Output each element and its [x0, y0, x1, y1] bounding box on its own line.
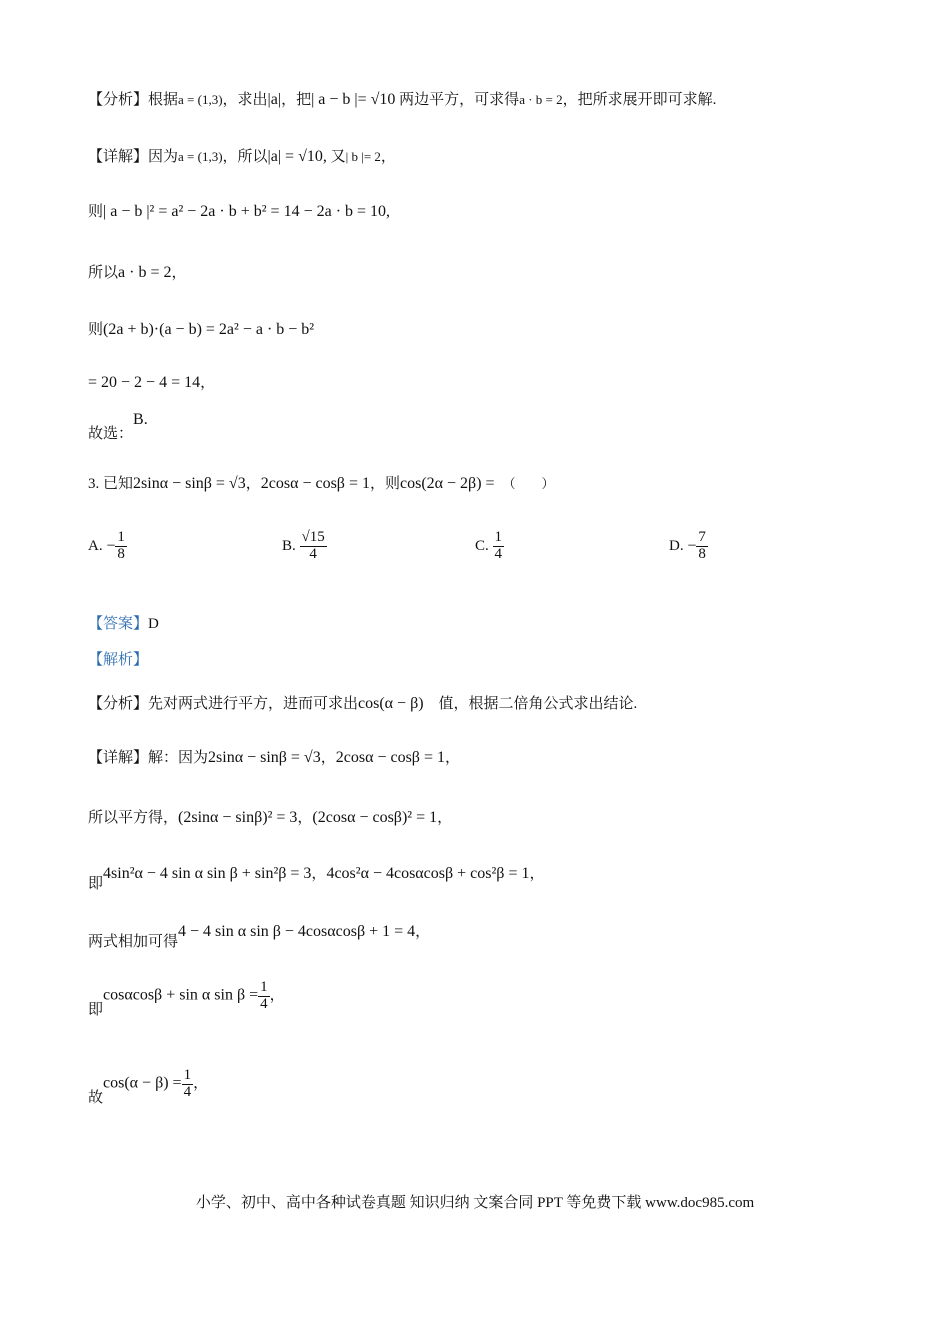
text-segment: ， — [269, 987, 285, 1004]
math-abs-b: | b |= 2 — [345, 149, 381, 164]
math-squared-1: (2sinα − sinβ)² = 3 — [178, 809, 298, 826]
fraction-denominator: 4 — [183, 1083, 192, 1100]
text-segment: 值，根据二倍角公式求出结论. — [423, 696, 638, 712]
analysis-label: 【分析】根据 — [88, 92, 179, 108]
math-dot-product: a · b = 2 — [519, 92, 563, 107]
solution-given-line — [88, 746, 460, 767]
text-segment: ， — [245, 476, 261, 492]
fraction-numerator: 1 — [260, 979, 268, 995]
product-result-line — [88, 371, 215, 392]
text-segment: ， — [200, 375, 216, 391]
choice-b — [282, 530, 327, 563]
text-segment: 所以 — [88, 265, 119, 281]
choice-fraction — [493, 530, 505, 563]
fraction-numerator: √15 — [301, 529, 325, 545]
math-expanded-1: 4sin²α − 4 sin α sin β + sin²β = 3 — [103, 865, 312, 882]
page-footer: 小学、初中、高中各种试卷真题 知识归纳 文案合同 PPT 等免费下载 www.doc985.com — [195, 1195, 755, 1211]
answer-blank: （ ） — [502, 476, 555, 491]
text-segment: 所以平方得， — [88, 810, 179, 826]
analysis-line — [88, 88, 716, 109]
choice-fraction — [115, 530, 127, 563]
detail-label: 【详解】因为 — [88, 149, 179, 165]
text-segment: 即 — [88, 1001, 104, 1018]
question-number: 3. 已知 — [88, 476, 134, 492]
text-segment: 则 — [88, 322, 104, 338]
text-segment: ， — [415, 924, 431, 940]
fraction-denominator: 8 — [698, 545, 706, 562]
choice-label: B. — [282, 537, 296, 554]
math-fraction — [182, 1068, 194, 1101]
solution-sum-line — [88, 920, 431, 950]
fraction-denominator: 8 — [117, 545, 125, 562]
fraction-denominator: 4 — [309, 545, 317, 562]
text-segment: 又 — [326, 149, 346, 165]
explanation-header — [88, 648, 148, 669]
question-3 — [88, 472, 555, 493]
math-abs-a-minus-b: | a − b |= √10 — [311, 91, 396, 108]
choice-sign: − — [687, 537, 697, 555]
text-segment: ， — [437, 810, 453, 826]
text-segment: ， — [444, 750, 460, 766]
explanation-tag: 【解析】 — [88, 652, 149, 668]
solution-square-line — [88, 806, 452, 827]
choose-line — [88, 408, 148, 442]
text-segment: 则 — [88, 204, 104, 220]
answer-value: D — [148, 616, 159, 632]
choose-answer: B. — [133, 411, 148, 428]
text-segment: ， — [529, 866, 545, 882]
math-fraction — [258, 980, 270, 1013]
math-cos-identity: cosαcosβ + sin α sin β = — [103, 986, 259, 1004]
math-condition-2: 2cosα − cosβ = 1 — [260, 475, 370, 492]
choose-label: 故选： — [88, 426, 134, 442]
choice-fraction — [696, 530, 708, 563]
solution-analysis-line — [88, 692, 637, 713]
math-product-expansion: (2a + b)·(a − b) = 2a² − a · b − b² — [103, 321, 315, 338]
solution-expanded-line — [88, 862, 545, 892]
text-segment: 【详解】解：因为 — [88, 750, 209, 766]
answer-line — [88, 612, 159, 633]
text-segment: ，把所求展开即可求解. — [562, 92, 717, 108]
choice-c — [475, 530, 504, 563]
text-segment: 两边平方，可求得 — [395, 92, 520, 108]
product-line — [88, 318, 314, 339]
text-segment: 故 — [88, 1089, 104, 1106]
math-cos-diff-result: cos(α − β) = — [103, 1074, 182, 1092]
choice-label: C. — [475, 537, 489, 554]
text-segment: ，求出 — [222, 92, 268, 108]
choice-d — [669, 530, 708, 563]
text-segment: ，则 — [369, 476, 400, 492]
fraction-numerator: 7 — [698, 529, 706, 545]
text-segment: ， — [311, 866, 327, 882]
detail-line — [88, 145, 396, 166]
math-expansion: | a − b |² = a² − 2a · b + b² = 14 − 2a · b = 10, — [103, 203, 391, 220]
math-product-result: = 20 − 2 − 4 = 14 — [88, 374, 201, 391]
fraction-denominator: 4 — [494, 545, 503, 562]
expand-line — [88, 200, 390, 221]
choice-label: A. — [88, 537, 103, 554]
math-squared-2: (2cosα − cosβ)² = 1 — [312, 809, 438, 826]
answer-tag: 【答案】 — [88, 616, 149, 632]
math-condition-1: 2sinα − sinβ = √3 — [133, 475, 246, 492]
choice-sign: − — [106, 537, 116, 555]
text-segment: ， — [380, 149, 396, 165]
math-expanded-2: 4cos²α − 4cosαcosβ + cos²β = 1 — [326, 865, 530, 882]
text-segment: ， — [193, 1075, 209, 1092]
math-vector-a: a = (1,3) — [178, 149, 223, 164]
fraction-denominator: 4 — [260, 995, 268, 1012]
choice-a — [88, 530, 127, 563]
math-dot-result: a · b = 2 — [118, 264, 172, 281]
fraction-numerator: 1 — [494, 529, 503, 545]
text-segment: 【分析】先对两式进行平方，进而可求出 — [88, 696, 359, 712]
math-abs-a: |a| — [267, 91, 282, 108]
text-segment: ， — [171, 265, 187, 281]
math-condition-1: 2sinα − sinβ = √3 — [208, 749, 321, 766]
text-segment: ， — [297, 810, 313, 826]
choice-fraction — [300, 530, 327, 563]
math-vector-a: a = (1,3) — [178, 92, 223, 107]
solution-cos-sum-line — [88, 979, 285, 1018]
text-segment: 即 — [88, 876, 104, 892]
text-segment: ，所以 — [222, 149, 268, 165]
math-condition-2: 2cosα − cosβ = 1 — [335, 749, 445, 766]
choice-label: D. — [669, 537, 684, 554]
text-segment: ，把 — [281, 92, 312, 108]
fraction-numerator: 1 — [183, 1067, 192, 1083]
dot-result-line — [88, 261, 186, 282]
math-abs-a-value: |a| = √10, — [267, 148, 327, 165]
fraction-numerator: 1 — [117, 529, 125, 545]
solution-conclusion-line — [88, 1067, 209, 1106]
text-segment: ， — [320, 750, 336, 766]
math-sum: 4 − 4 sin α sin β − 4cosαcosβ + 1 = 4 — [178, 923, 416, 940]
math-cos-diff: cos(α − β) — [358, 695, 424, 712]
math-target: cos(2α − 2β) = — [399, 475, 495, 492]
text-segment: 两式相加可得 — [88, 934, 179, 950]
